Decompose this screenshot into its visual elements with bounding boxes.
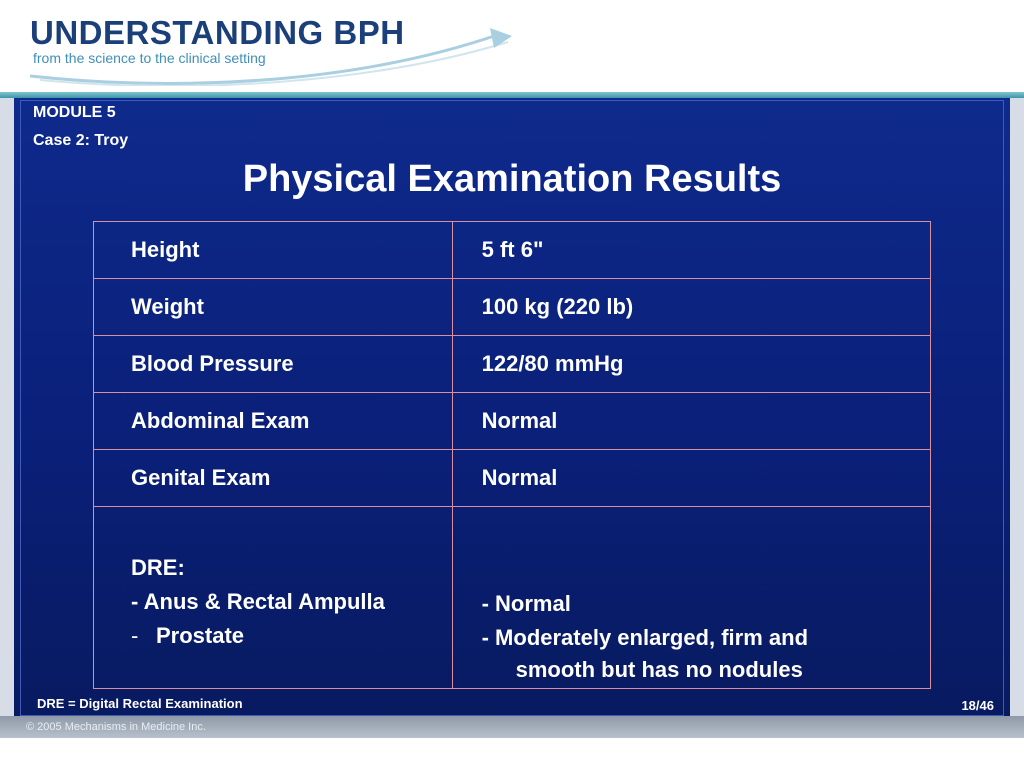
dre-result-prostate: - Moderately enlarged, firm and — [481, 625, 809, 650]
results-table — [93, 221, 931, 689]
row-label: Abdominal Exam — [94, 393, 453, 450]
row-value: 122/80 mmHg — [452, 336, 930, 393]
row-value: 5 ft 6" — [452, 222, 930, 279]
table-row — [94, 279, 931, 336]
table-row — [94, 450, 931, 507]
row-label: Height — [94, 222, 453, 279]
page-number: 18/46 — [961, 698, 994, 713]
header — [0, 0, 1024, 92]
row-value: 100 kg (220 lb) — [452, 279, 930, 336]
row-label: Blood Pressure — [94, 336, 453, 393]
dre-item-prostate: Prostate — [156, 623, 245, 648]
footnote: DRE = Digital Rectal Examination — [37, 696, 243, 711]
table-row-dre — [94, 507, 931, 689]
dre-result-normal: - Normal — [481, 591, 571, 616]
dre-label-cell — [94, 507, 453, 689]
copyright: © 2005 Mechanisms in Medicine Inc. — [26, 721, 206, 733]
row-value: Normal — [452, 393, 930, 450]
bottom-band — [0, 738, 1024, 768]
dre-heading: DRE: — [131, 555, 185, 580]
row-value: Normal — [452, 450, 930, 507]
row-label: Weight — [94, 279, 453, 336]
dre-value-cell — [452, 507, 930, 689]
table-row — [94, 393, 931, 450]
row-label: Genital Exam — [94, 450, 453, 507]
dre-result-prostate-cont: smooth but has no nodules — [515, 657, 803, 682]
logo-subtitle: from the science to the clinical setting — [33, 50, 266, 66]
module-label: MODULE 5 — [33, 104, 116, 121]
dre-item-anus: - Anus & Rectal Ampulla — [131, 589, 385, 614]
table-row — [94, 336, 931, 393]
dre-item-dash: - — [131, 623, 139, 648]
dre-item-prostate-line — [131, 619, 452, 653]
logo-title: UNDERSTANDING BPH — [30, 14, 405, 51]
table-row — [94, 222, 931, 279]
case-label: Case 2: Troy — [33, 132, 129, 149]
slide-title: Physical Examination Results — [242, 158, 782, 200]
